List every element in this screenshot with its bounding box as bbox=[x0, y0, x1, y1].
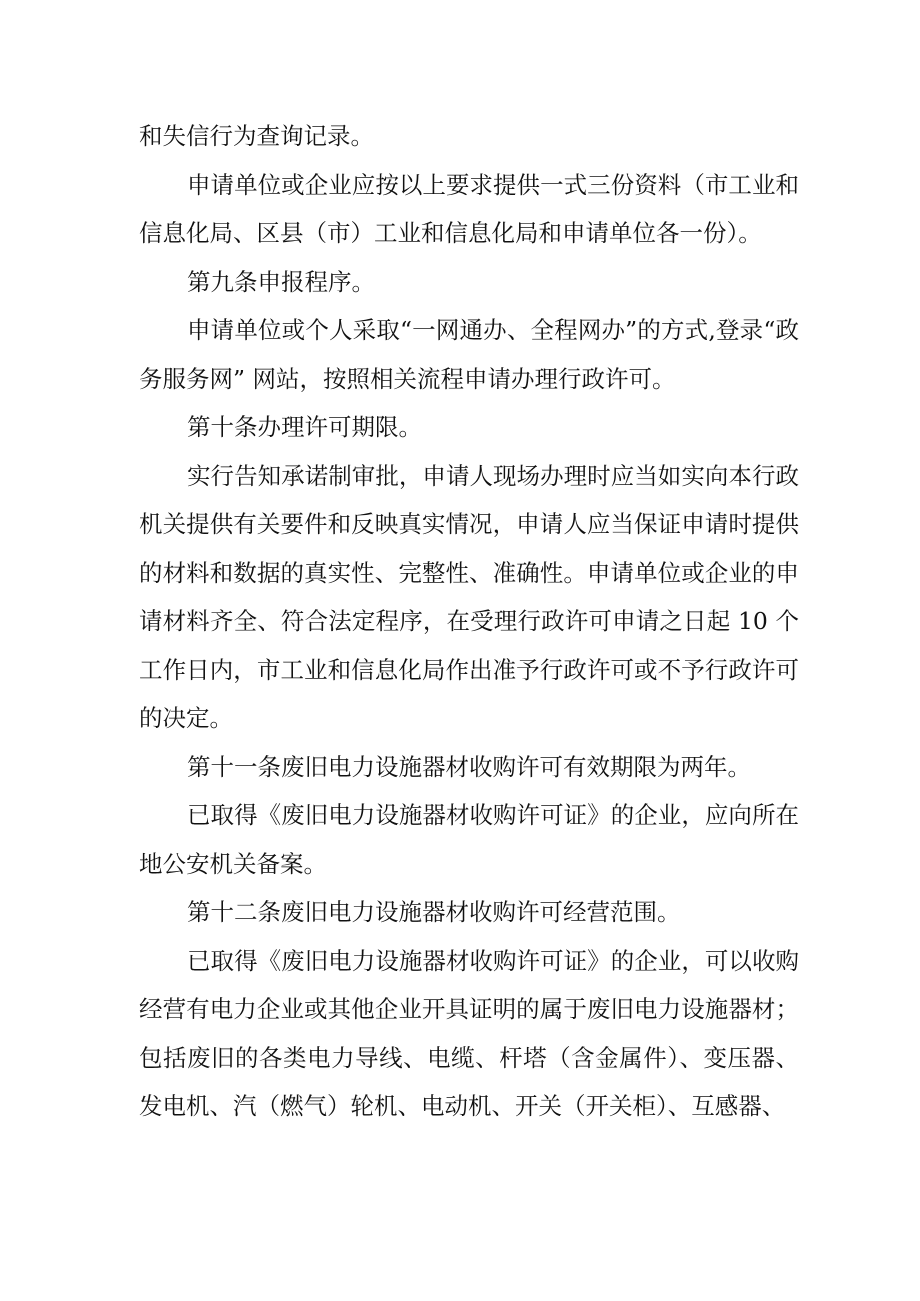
article-9-heading: 第九条申报程序。 bbox=[187, 267, 375, 296]
paragraph-online-application: 申请单位或个人采取“一网通办、全程网办”的方式,登录“政务服务网” 网站，按照相关流程申请办理行政许可。 bbox=[139, 316, 799, 393]
paragraph-business-scope: 已取得《废旧电力设施器材收购许可证》的企业，可以收购经营有电力企业或其他企业开具证明的属于废旧电力设施器材；包括废旧的各类电力导线、电缆、杆塔（含金属件）、变压器、发电机、汽（燃气）轮机、电动机、开关（开关柜）、互感器、 bbox=[139, 946, 799, 1120]
article-10-heading: 第十条办理许可期限。 bbox=[187, 413, 422, 441]
article-11-heading: 第十一条废旧电力设施器材收购许可有效期限为两年。 bbox=[187, 752, 751, 781]
paragraph-police-filing: 已取得《废旧电力设施器材收购许可证》的企业，应向所在地公安机关备案。 bbox=[139, 801, 799, 878]
article-12-heading: 第十二条废旧电力设施器材收购许可经营范围。 bbox=[187, 898, 681, 926]
document-body bbox=[139, 112, 799, 1131]
paragraph-materials-copies: 申请单位或企业应按以上要求提供一式三份资料（市工业和信息化局、区县（市）工业和信息化局和申请单位各一份）。 bbox=[139, 170, 799, 247]
paragraph-approval-time-limit: 实行告知承诺制审批，申请人现场办理时应当如实向本行政机关提供有关要件和反映真实情况，申请人应当保证申请时提供的材料和数据的真实性、完整性、准确性。申请单位或企业的申请材料齐全、符合法定程序，在受理行政许可申请之日起 10 个工作日内，市工业和信息化局作出准予行政许可或不予行政许可的决定。 bbox=[139, 461, 799, 732]
paragraph-continuation: 和失信行为查询记录。 bbox=[139, 122, 374, 150]
